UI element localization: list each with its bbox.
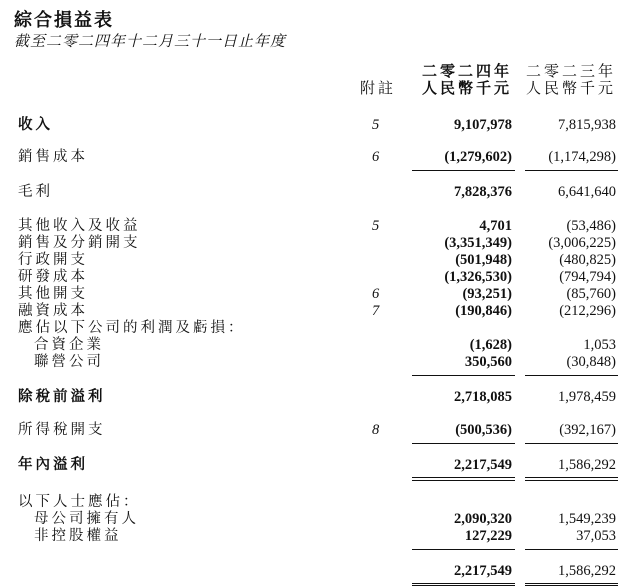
- subtotal-rule: [412, 549, 515, 550]
- row-current-value: 9,107,978: [454, 117, 512, 133]
- table-row: [0, 456, 640, 474]
- row-prior-value: 1,549,239: [558, 511, 616, 527]
- total-double-rule: [525, 583, 618, 584]
- table-row: [0, 421, 640, 439]
- row-current-value: (1,326,530): [444, 269, 512, 285]
- current-unit-header: 人民幣千元: [421, 81, 512, 97]
- subtotal-rule: [525, 549, 618, 550]
- row-label: 非控股權益: [34, 528, 122, 544]
- subtotal-rule: [412, 170, 515, 171]
- current-year-header: 二零二四年: [421, 64, 512, 80]
- table-row: [0, 302, 640, 320]
- row-current-value: 2,217,549: [454, 563, 512, 579]
- total-double-rule: [525, 585, 618, 586]
- table-row: [0, 251, 640, 269]
- row-label: 收入: [18, 117, 53, 133]
- total-double-rule: [412, 477, 515, 478]
- row-label: 除稅前溢利: [18, 389, 106, 405]
- row-label: 母公司擁有人: [34, 511, 139, 527]
- row-label: 毛利: [18, 184, 53, 200]
- row-label: 銷售及分銷開支: [18, 235, 141, 251]
- row-prior-value: 1,586,292: [558, 563, 616, 579]
- row-label: 年內溢利: [18, 457, 88, 473]
- row-current-value: 2,718,085: [454, 389, 512, 405]
- table-row: [0, 493, 640, 511]
- row-label: 合資企業: [34, 337, 104, 353]
- prior-unit-header: 人民幣千元: [525, 81, 616, 97]
- row-prior-value: 1,586,292: [558, 457, 616, 473]
- prior-year-header: 二零二三年: [525, 64, 616, 80]
- row-current-value: (501,948): [455, 252, 512, 268]
- subtotal-rule: [525, 375, 618, 376]
- row-note: 5: [372, 218, 380, 234]
- row-current-value: (190,846): [455, 303, 512, 319]
- note-column-header: 附註: [360, 81, 397, 97]
- table-row: [0, 510, 640, 528]
- table-row: [0, 388, 640, 406]
- total-double-rule: [412, 585, 515, 586]
- table-row: [0, 527, 640, 545]
- row-current-value: (500,536): [455, 422, 512, 438]
- table-row: [0, 353, 640, 371]
- table-row: [0, 285, 640, 303]
- row-note: 5: [372, 117, 380, 133]
- row-current-value: 7,828,376: [454, 184, 512, 200]
- row-current-value: 127,229: [464, 528, 512, 544]
- row-note: 8: [372, 422, 380, 438]
- row-label: 應佔以下公司的利潤及虧損：: [18, 320, 246, 336]
- table-row: [0, 234, 640, 252]
- row-current-value: 350,560: [464, 354, 512, 370]
- row-label: 所得稅開支: [18, 422, 106, 438]
- row-label: 聯營公司: [34, 354, 104, 370]
- row-prior-value: (1,174,298): [548, 149, 616, 165]
- row-current-value: 2,090,320: [454, 511, 512, 527]
- row-current-value: 4,701: [479, 218, 512, 234]
- statement-title: 綜合損益表: [14, 10, 114, 30]
- statement-subtitle: 截至二零二四年十二月三十一日止年度: [14, 34, 287, 50]
- row-label: 行政開支: [18, 252, 88, 268]
- row-label: 以下人士應佔：: [18, 494, 141, 510]
- row-label: 銷售成本: [18, 149, 88, 165]
- row-prior-value: (85,760): [566, 286, 616, 302]
- table-row: [0, 148, 640, 166]
- row-prior-value: 37,053: [576, 528, 616, 544]
- row-prior-value: (480,825): [559, 252, 616, 268]
- row-prior-value: (30,848): [566, 354, 616, 370]
- row-prior-value: (212,296): [559, 303, 616, 319]
- table-row: [0, 268, 640, 286]
- table-row: [0, 562, 640, 580]
- row-current-value: (3,351,349): [444, 235, 512, 251]
- row-prior-value: (794,794): [559, 269, 616, 285]
- subtotal-rule: [412, 443, 515, 444]
- row-current-value: 2,217,549: [454, 457, 512, 473]
- row-prior-value: 6,641,640: [558, 184, 616, 200]
- row-label: 研發成本: [18, 269, 88, 285]
- row-prior-value: (392,167): [559, 422, 616, 438]
- total-double-rule: [525, 477, 618, 478]
- row-prior-value: (3,006,225): [548, 235, 616, 251]
- row-current-value: (1,279,602): [444, 149, 512, 165]
- subtotal-rule: [412, 375, 515, 376]
- row-note: 6: [372, 149, 380, 165]
- table-row: [0, 116, 640, 134]
- total-double-rule: [412, 583, 515, 584]
- row-prior-value: 1,053: [583, 337, 616, 353]
- row-current-value: (1,628): [469, 337, 512, 353]
- row-note: 7: [372, 303, 380, 319]
- table-row: [0, 217, 640, 235]
- row-current-value: (93,251): [462, 286, 512, 302]
- row-label: 融資成本: [18, 303, 88, 319]
- table-row: [0, 319, 640, 337]
- row-note: 6: [372, 286, 380, 302]
- total-double-rule: [412, 480, 515, 481]
- subtotal-rule: [525, 170, 618, 171]
- row-prior-value: 7,815,938: [558, 117, 616, 133]
- row-prior-value: (53,486): [566, 218, 616, 234]
- row-label: 其他收入及收益: [18, 218, 141, 234]
- row-prior-value: 1,978,459: [558, 389, 616, 405]
- subtotal-rule: [525, 443, 618, 444]
- total-double-rule: [525, 480, 618, 481]
- row-label: 其他開支: [18, 286, 88, 302]
- table-row: [0, 336, 640, 354]
- table-row: [0, 183, 640, 201]
